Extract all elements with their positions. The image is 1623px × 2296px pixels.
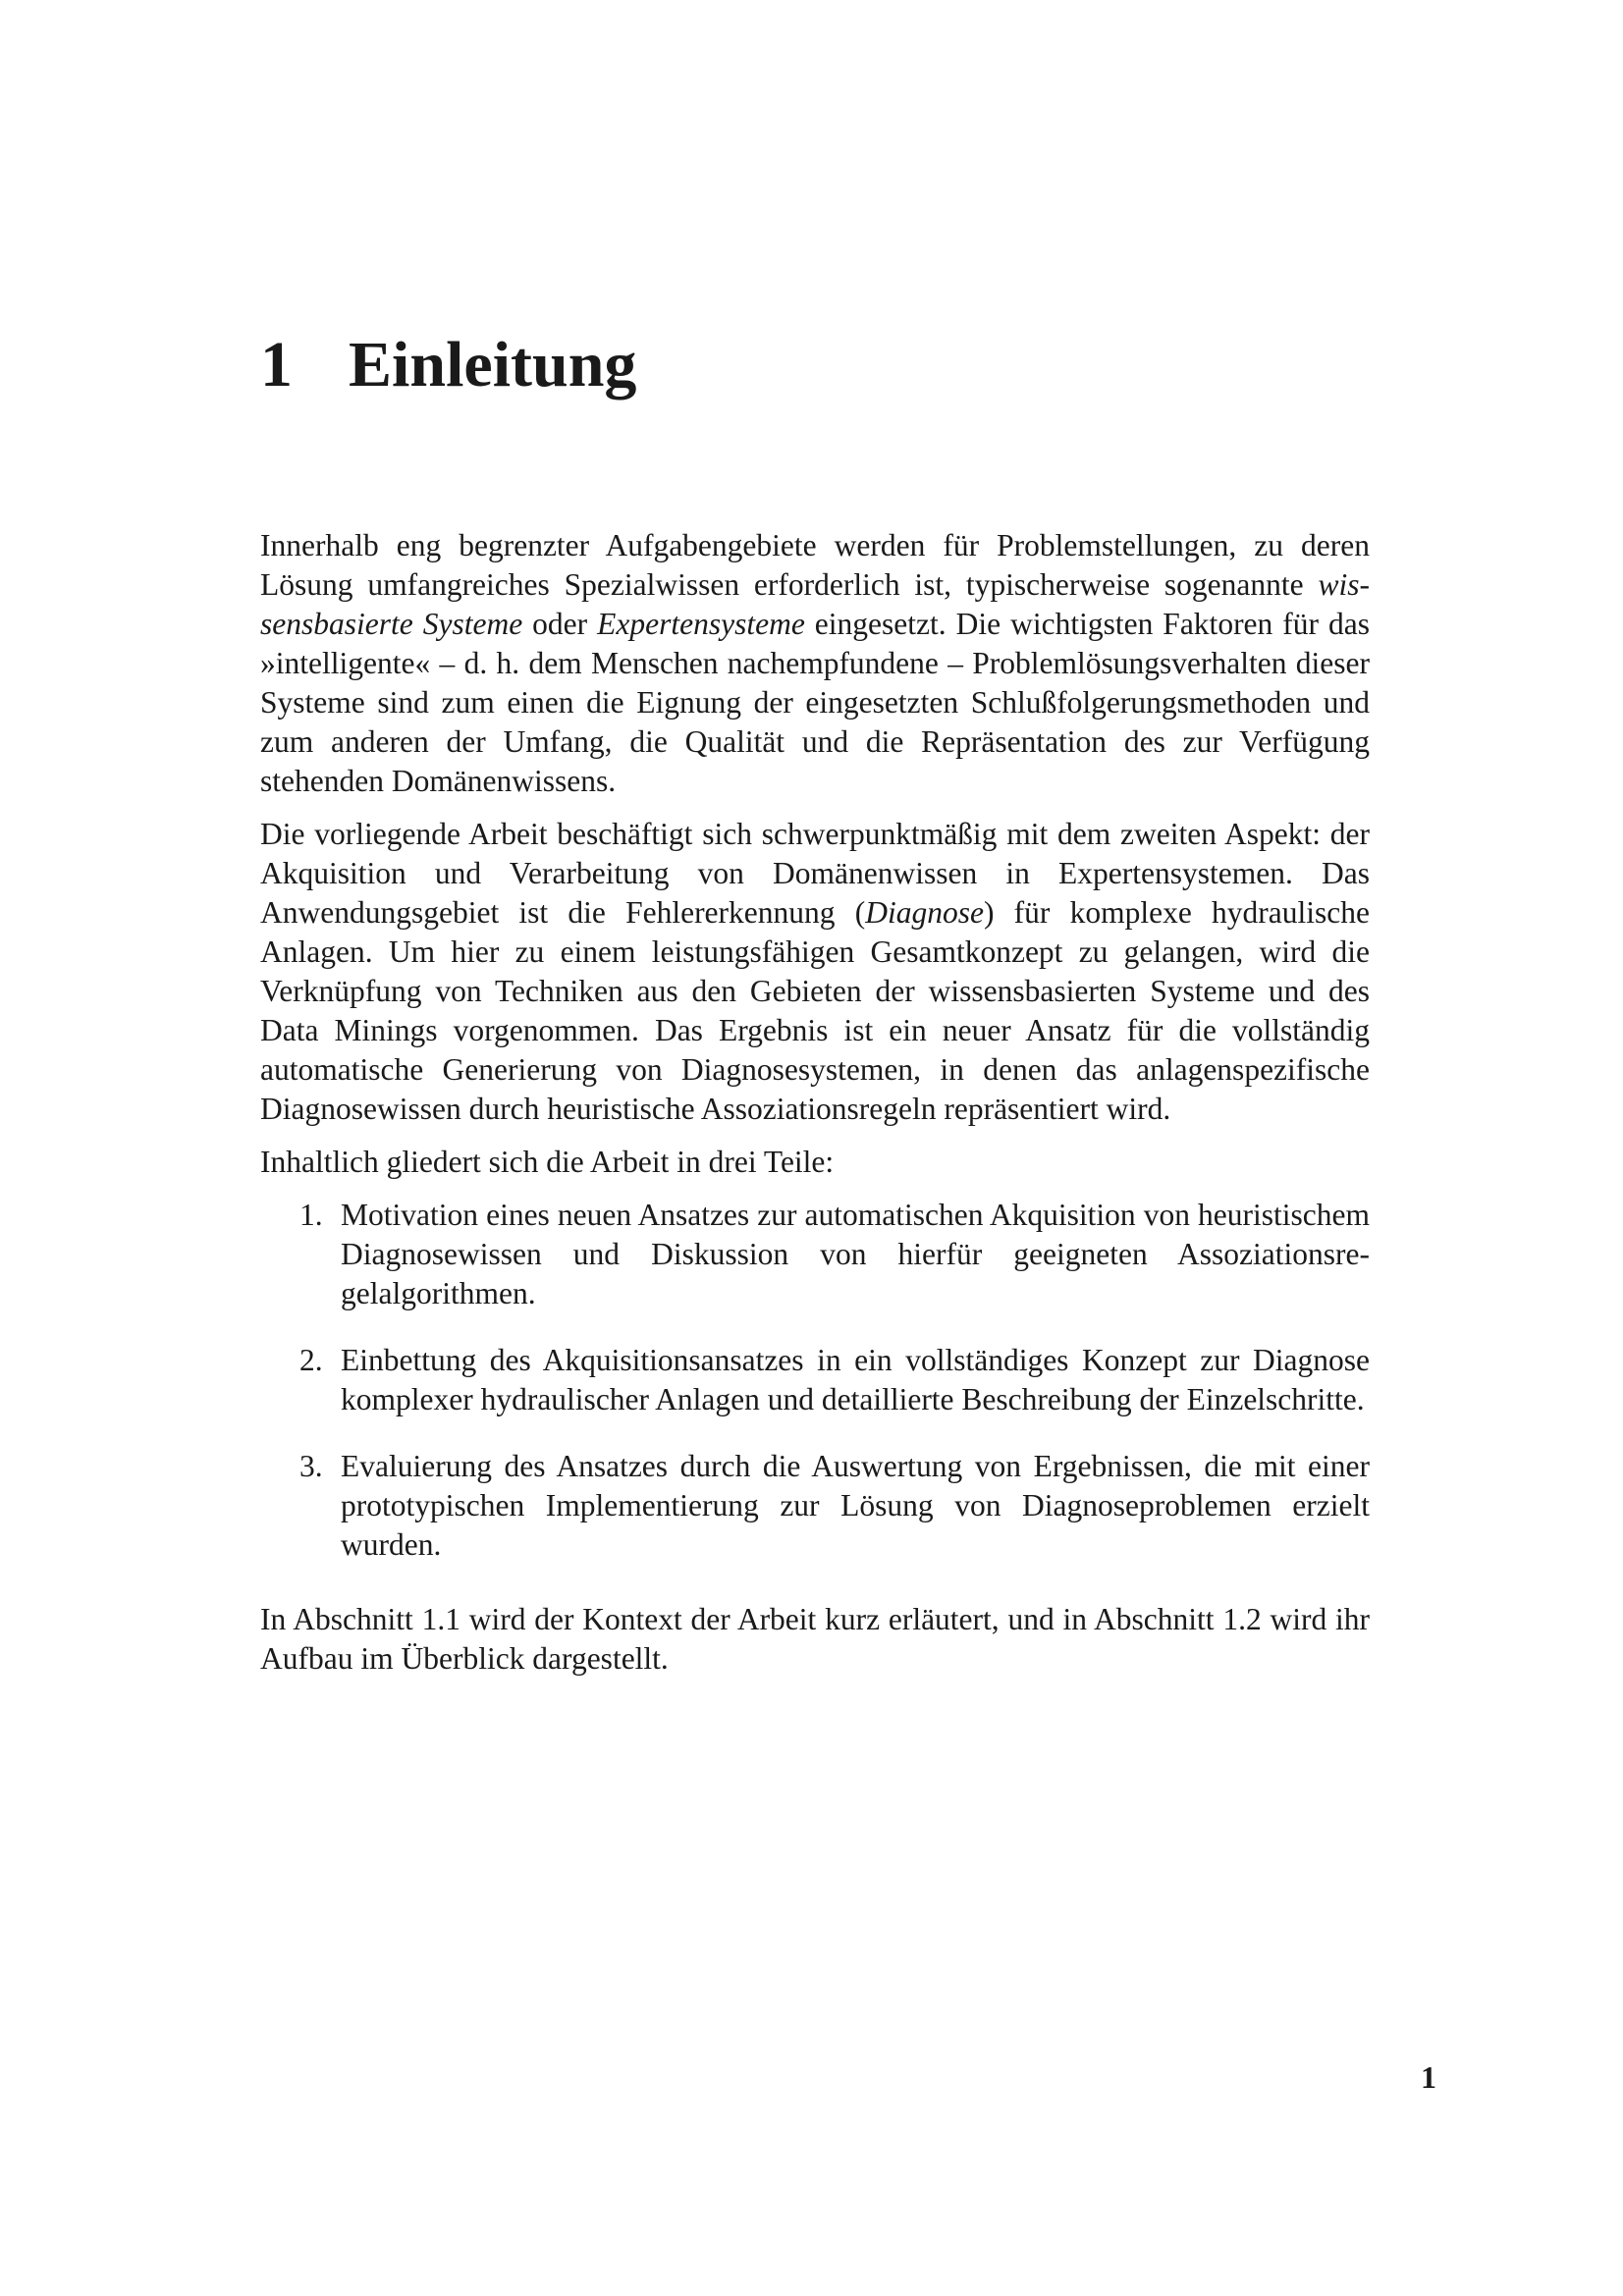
list-item-marker: 1.	[299, 1198, 323, 1232]
list-item	[260, 1447, 1370, 1565]
chapter-number: 1	[260, 329, 293, 400]
paragraph-closing: In Abschnitt 1.1 wird der Kontext der Arbeit kurz erläutert, und in Abschnitt 1.2 wird ihr Aufbau im Überblick dargestellt.	[260, 1602, 1370, 1676]
term-expertensysteme: Expertensysteme	[597, 607, 805, 641]
chapter-title: Einleitung	[349, 329, 637, 400]
paragraph-focus-text-1: Die vorliegende Arbeit beschäftigt sich schwerpunktmäßig mit dem zweiten Aspekt: der Akquisition und Verarbeitung von Domänenwissen in Expertensystemen. Das Anwendungsgebiet ist die Fehlererkennung (	[260, 817, 1370, 930]
list-item	[260, 1341, 1370, 1419]
paragraph-focus	[260, 815, 1370, 1129]
paragraph-structure-text: Inhaltlich gliedert sich die Arbeit in drei Teile:	[260, 1145, 835, 1179]
paragraph-intro-text-3: eingesetzt. Die wichtigsten Faktoren für das »intelligente« – d. h. dem Menschen nachempfundene – Problemlösungsverhalten dieser Systeme sind zum einen die Eignung der eingesetzten Schlußfolgerungsmethoden und zum anderen der Umfang, die Qualität und die Repräsentation des zur Verfügung stehenden Domänenwissens.	[260, 607, 1370, 798]
paragraph-structure	[260, 1143, 1370, 1182]
list-item-marker: 3.	[299, 1449, 323, 1483]
paragraph-intro-text-2: oder	[522, 607, 598, 641]
paragraph-intro-text-1: Innerhalb eng begrenzter Aufgabengebiete werden für Problemstellungen, zu deren Lösung umfangreiches Spezialwissen erforderlich ist, typischerweise sogenannte	[260, 528, 1370, 602]
paragraph-focus-text-2: ) für komplexe hydraulische Anlagen. Um hier zu einem leistungsfähigen Gesamtkonzept zu gelangen, wird die Verknüpfung von Techniken aus den Gebieten der wissensbasierten Systeme und des Data Minings vorgenommen. Das Ergebnis ist ein neuer Ansatz für die vollständig automatische Generierung von Diagnosesystemen, in denen das anlagenspezifische Diagnosewissen durch heuristische Assoziationsregeln repräsentiert wird.	[260, 895, 1370, 1126]
paragraph-intro	[260, 526, 1370, 801]
page-number: 1	[1421, 2059, 1436, 2095]
list-item-marker: 2.	[299, 1343, 323, 1377]
term-diagnose: Diagnose	[865, 895, 984, 930]
list-item-text: Motivation eines neuen Ansatzes zur automatischen Akquisition von heuristischem Diagnosewissen und Diskussion von hierfür geeigneten Assoziationsregelalgorithmen.	[341, 1198, 1370, 1310]
parts-list	[260, 1196, 1370, 1565]
chapter-body	[260, 526, 1370, 1692]
chapter-heading	[260, 326, 636, 403]
list-item-text: Evaluierung des Ansatzes durch die Auswertung von Ergebnissen, die mit einer prototypischen Implementierung zur Lösung von Diagnoseproblemen erzielt wurden.	[341, 1449, 1370, 1562]
list-item	[260, 1196, 1370, 1313]
list-item-text: Einbettung des Akquisitionsansatzes in ein vollständiges Konzept zur Diagnose komplexer hydraulischer Anlagen und detaillierte Beschreibung der Einzelschritte.	[341, 1343, 1370, 1416]
term-wissensbasierte-systeme: wissensbasierte Systeme	[260, 567, 1370, 641]
